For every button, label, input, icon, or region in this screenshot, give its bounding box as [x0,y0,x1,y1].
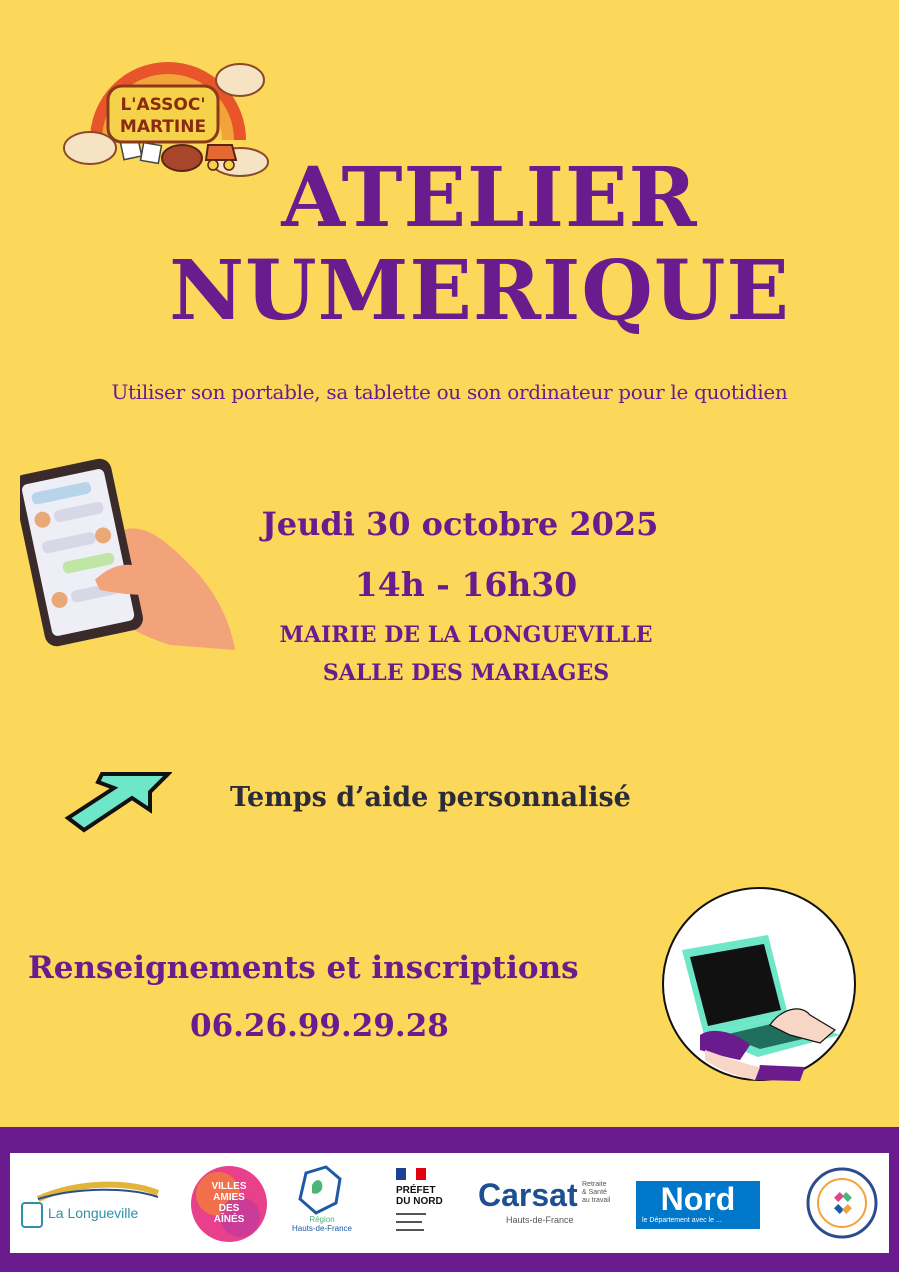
region-line1: Région [309,1215,335,1224]
prefet-line2: DU NORD [396,1196,443,1207]
villes-amies-logo [188,1159,270,1249]
nord-logo [636,1181,760,1229]
event-date: Jeudi 30 octobre 2025 [261,505,659,543]
nord-sub: le Département avec le ... [642,1217,722,1224]
villes-amies-line4: AÎNÉS [213,1214,245,1225]
carsat-tag3: au travail [582,1197,611,1204]
title-line1: ATELIER [281,150,698,246]
region-line2: Hauts-de-France [291,1224,353,1233]
contact-label: Renseignements et inscriptions [28,950,579,986]
contact-phone: 06.26.99.29.28 [190,1008,449,1044]
carsat-name: Carsat [478,1177,578,1213]
pixel-cursor-icon [62,770,172,834]
logo-line2: MARTINE [119,117,207,137]
sponsors-panel [10,1153,889,1253]
event-place-line1: MAIRIE DE LA LONGUEVILLE [279,622,653,648]
event-hours: 14h - 16h30 [354,565,578,604]
la-longueville-name: La Longueville [48,1205,139,1221]
laptop-illustration [660,885,858,1083]
carsat-tag2: & Santé [582,1189,607,1196]
logo-line1: L'ASSOC' [120,95,206,115]
villes-amies-line1: VILLES [211,1181,247,1192]
la-longueville-logo [18,1175,176,1235]
title-line2: NUMERIQUE [169,243,790,339]
carsat-tag1: Retraite [582,1181,607,1188]
carsat-sub: Hauts-de-France [506,1215,574,1225]
seal-logo [806,1167,878,1239]
help-text: Temps d’aide personnalisé [230,782,631,813]
prefet-line1: PRÉFET [396,1185,436,1196]
nord-name: Nord [660,1181,736,1217]
villes-amies-line2: AMIES [213,1192,245,1203]
prefet-du-nord-logo [390,1167,460,1247]
region-hauts-de-france-logo [282,1163,362,1248]
event-place-line2: SALLE DES MARIAGES [322,660,610,686]
villes-amies-line3: DES [218,1203,240,1214]
subtitle: Utiliser son portable, sa tablette ou son ordinateur pour le quotidien [111,380,788,404]
carsat-logo [478,1177,618,1237]
